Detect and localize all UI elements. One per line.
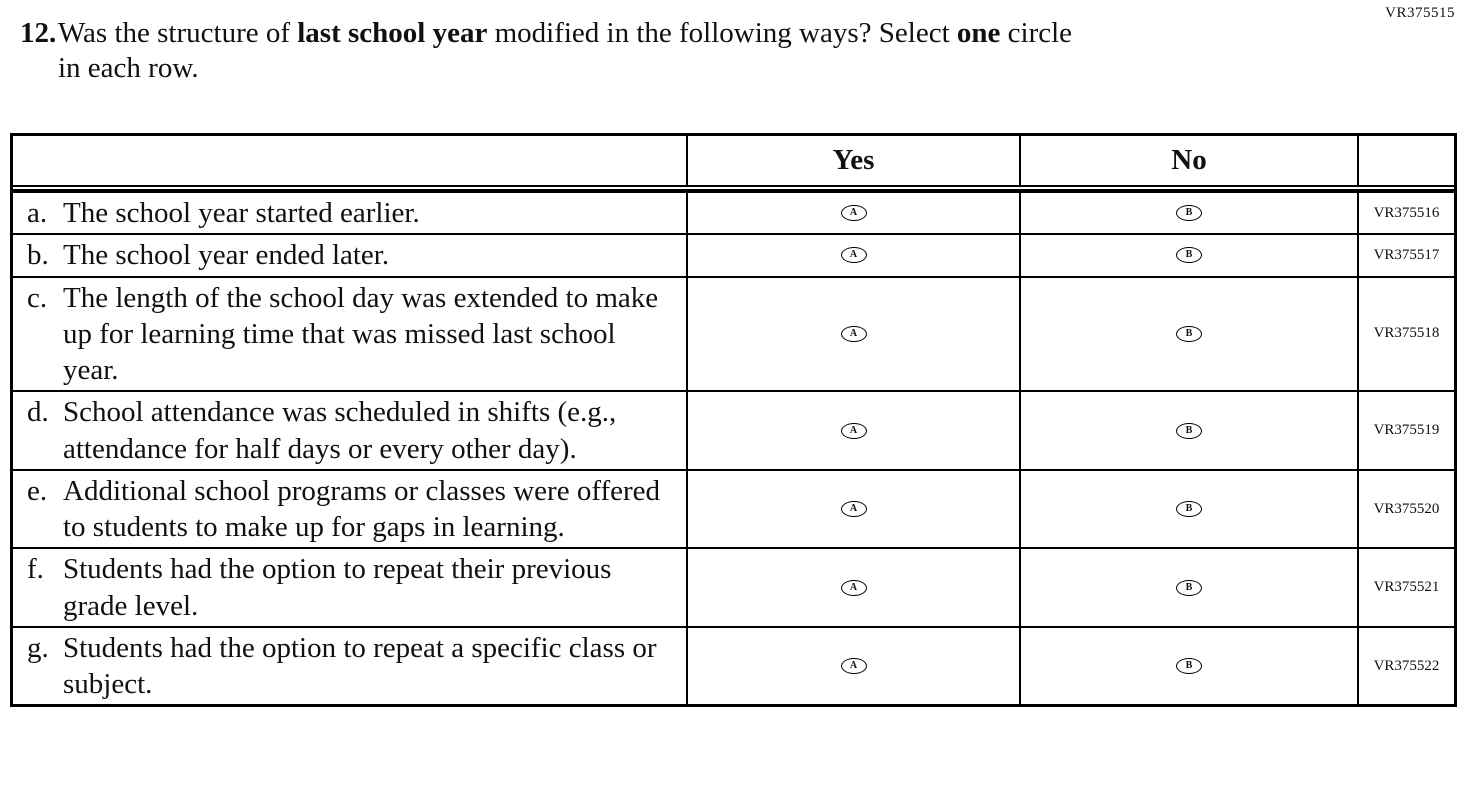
row-code: VR375517: [1357, 235, 1454, 275]
question-text-bold: one: [956, 17, 1001, 49]
question-text: [58, 16, 1407, 87]
table-row: [13, 276, 1454, 391]
row-letter: b.: [27, 239, 49, 272]
page-code: VR375515: [1385, 5, 1455, 21]
answer-bubble-yes[interactable]: A: [841, 423, 867, 439]
row-text: The length of the school day was extended to make up for learning time that was missed last school year.: [63, 281, 659, 386]
answer-bubble-no[interactable]: B: [1176, 580, 1202, 596]
answer-bubble-yes[interactable]: A: [841, 247, 867, 263]
table-row: [13, 191, 1454, 233]
question-number: 12.: [20, 17, 57, 49]
question-text-part: Was the structure of: [58, 17, 298, 49]
table-row: [13, 469, 1454, 548]
table-row: [13, 547, 1454, 626]
row-code: VR375518: [1357, 278, 1454, 391]
answer-bubble-yes[interactable]: A: [841, 580, 867, 596]
row-letter: d.: [27, 396, 49, 429]
header-empty: [13, 136, 686, 185]
row-code: VR375521: [1357, 549, 1454, 626]
row-code: VR375519: [1357, 392, 1454, 469]
answer-bubble-no[interactable]: B: [1176, 326, 1202, 342]
answer-bubble-yes[interactable]: A: [841, 205, 867, 221]
answer-bubble-no[interactable]: B: [1176, 658, 1202, 674]
row-code: VR375516: [1357, 193, 1454, 233]
row-code: VR375522: [1357, 628, 1454, 705]
row-text: Students had the option to repeat a specific class or subject.: [63, 631, 657, 700]
answer-bubble-yes[interactable]: A: [841, 501, 867, 517]
header-no: No: [1019, 136, 1357, 185]
row-text: Students had the option to repeat their previous grade level.: [63, 553, 612, 622]
question-text-part: modified in the following ways? Select: [487, 17, 957, 49]
question-text-bold: last school year: [297, 17, 488, 49]
question-text-part: circle: [1000, 17, 1073, 49]
answer-bubble-no[interactable]: B: [1176, 501, 1202, 517]
row-letter: a.: [27, 197, 48, 229]
header-yes: Yes: [686, 136, 1019, 185]
table-row: [13, 233, 1454, 275]
row-text: The school year started earlier.: [63, 197, 420, 229]
row-letter: g.: [27, 631, 49, 664]
row-text: The school year ended later.: [63, 239, 390, 272]
row-letter: f.: [27, 553, 44, 586]
row-letter: c.: [27, 281, 48, 314]
row-text: School attendance was scheduled in shifts (e.g., attendance for half days or every other day).: [63, 396, 617, 465]
answer-bubble-yes[interactable]: A: [841, 326, 867, 342]
row-text: Additional school programs or classes were offered to students to make up for gaps in learning.: [63, 474, 661, 543]
table-row: [13, 390, 1454, 469]
question-block: [20, 16, 1407, 87]
answer-bubble-no[interactable]: B: [1176, 205, 1202, 221]
answer-bubble-no[interactable]: B: [1176, 247, 1202, 263]
answer-bubble-no[interactable]: B: [1176, 423, 1202, 439]
answer-bubble-yes[interactable]: A: [841, 658, 867, 674]
question-table: [10, 133, 1457, 707]
row-letter: e.: [27, 474, 48, 507]
table-header-row: [13, 136, 1454, 191]
table-row: [13, 626, 1454, 705]
question-text-line2: in each row.: [58, 52, 199, 85]
row-code: VR375520: [1357, 471, 1454, 548]
header-code-empty: [1357, 136, 1454, 185]
